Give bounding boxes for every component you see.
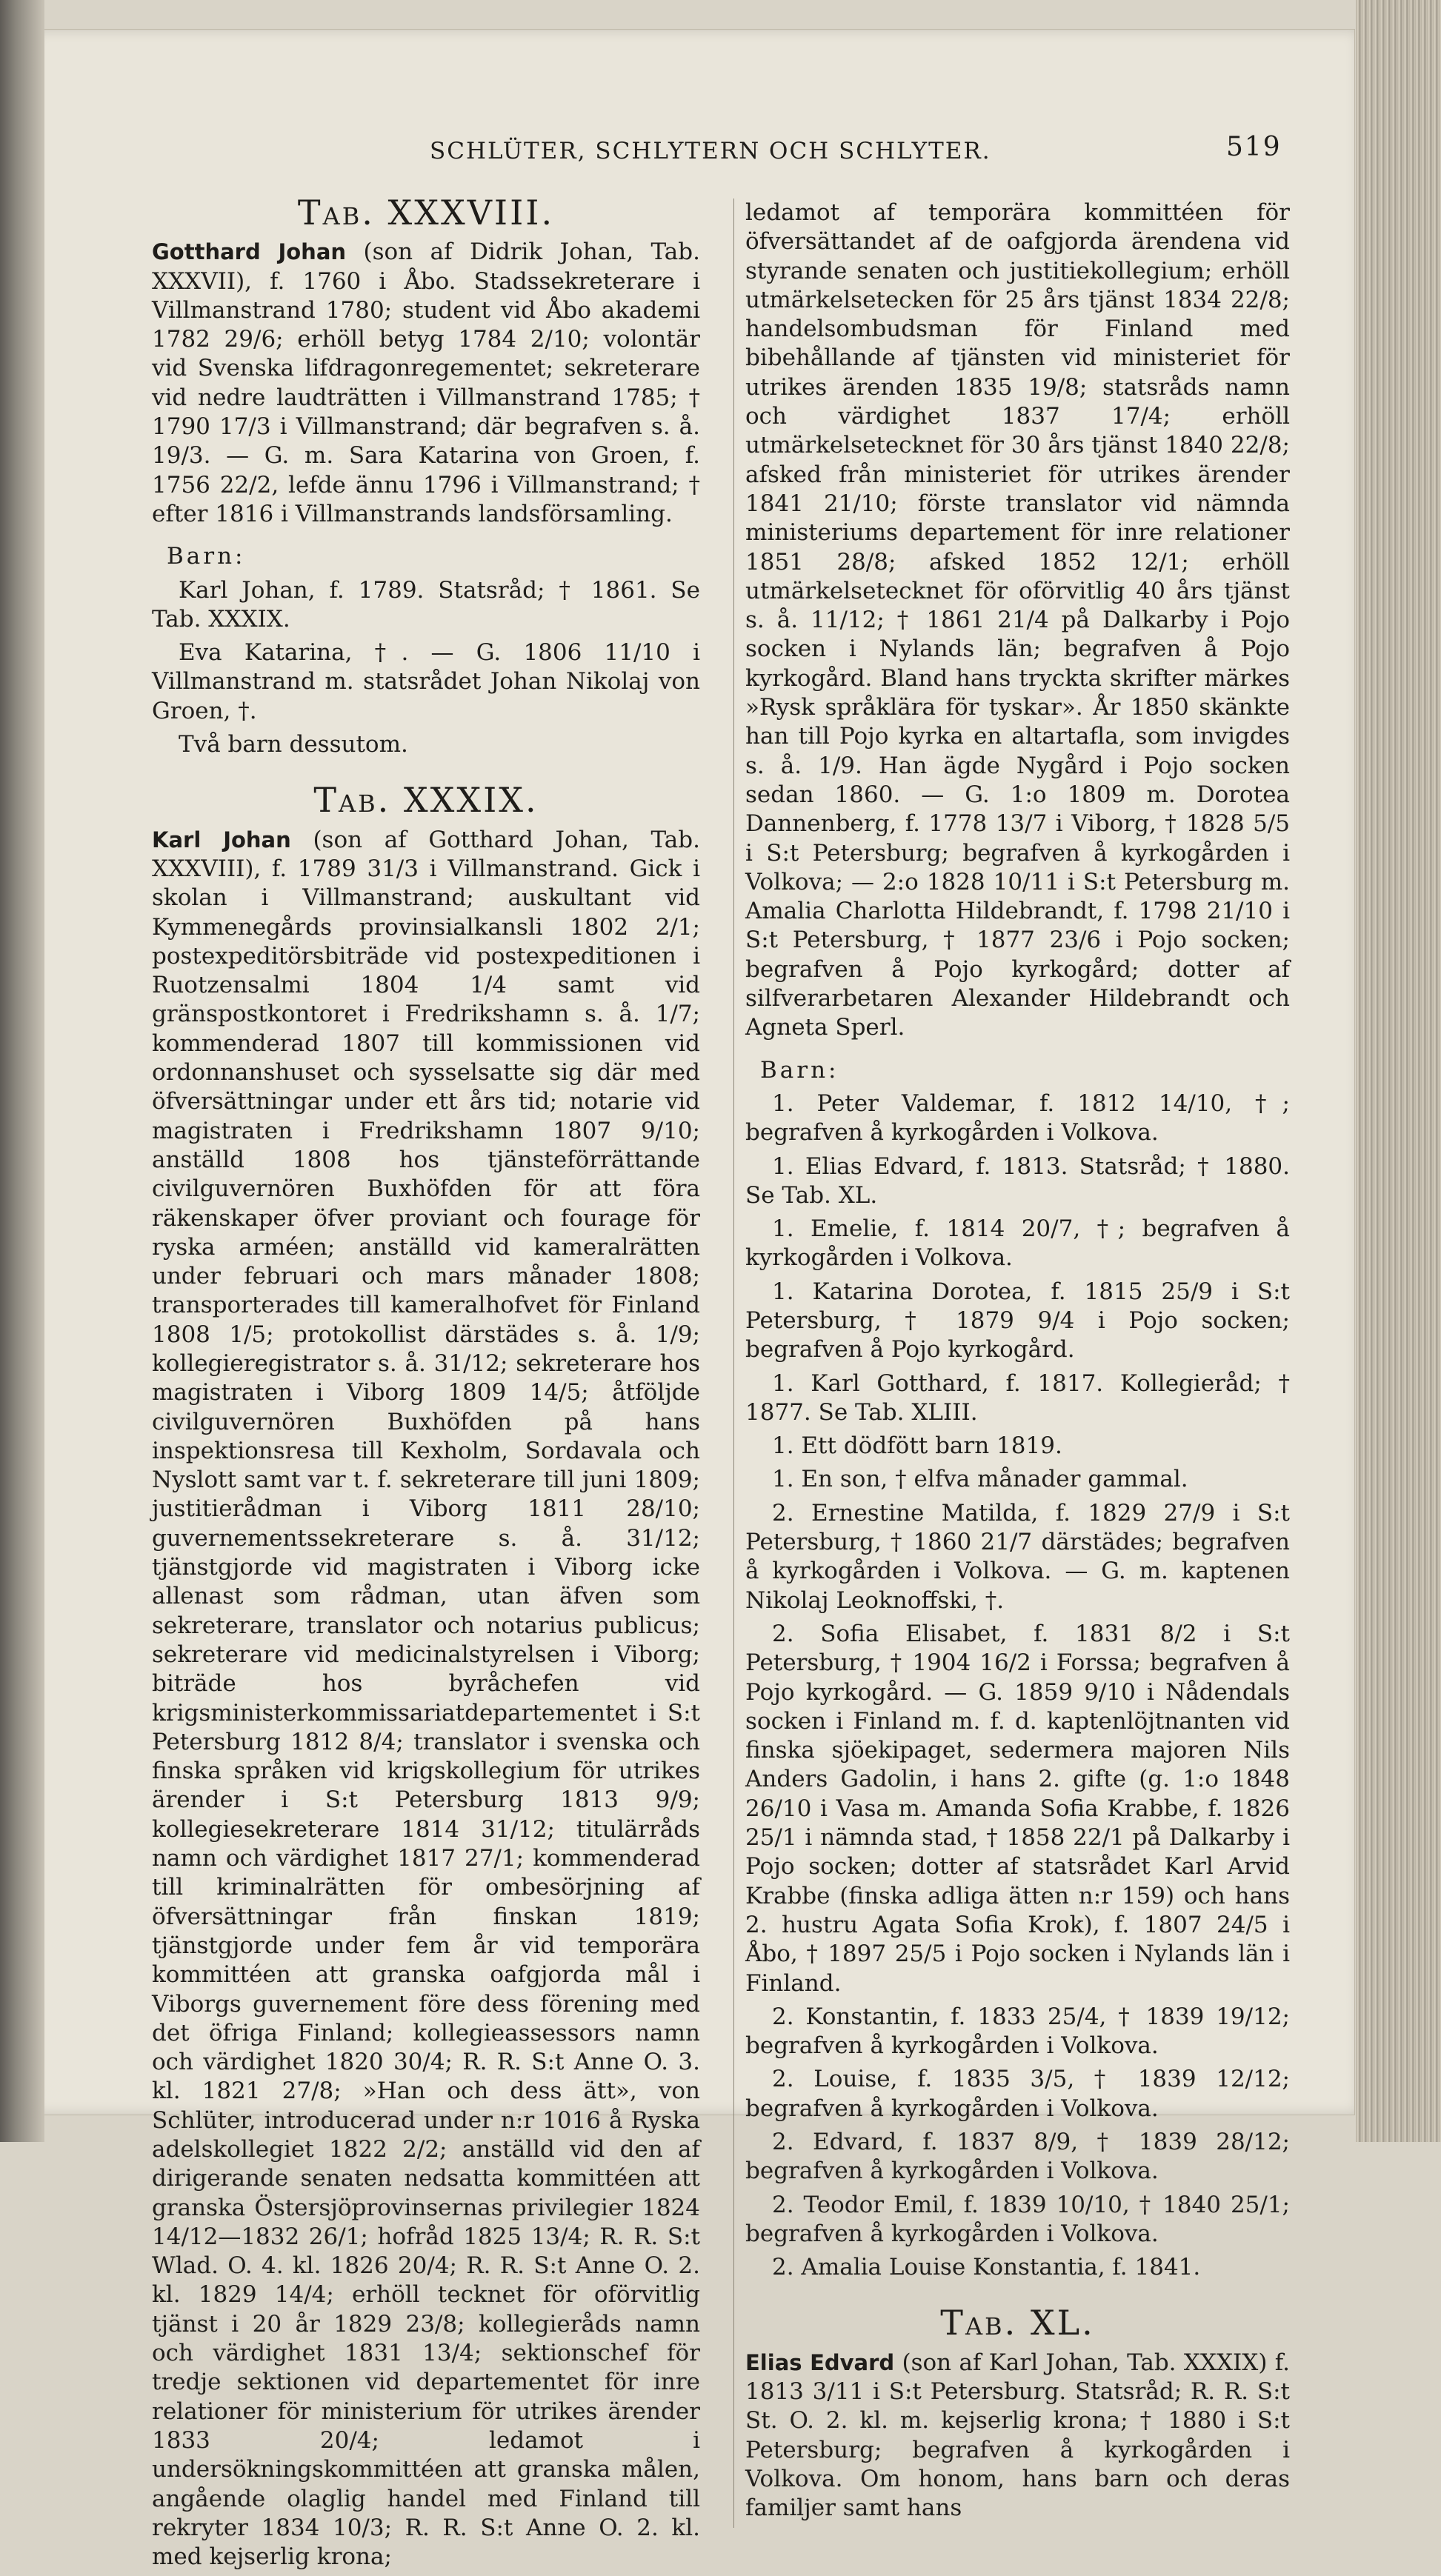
child-entry: Två barn dessutom. — [179, 731, 408, 758]
child-entry: 1. Elias Edvard, f. 1813. Statsråd; † 1880. Se Tab. XL. — [745, 1152, 1290, 1209]
left-column — [152, 193, 700, 2576]
entry-text: (son af Gotthard Johan, Tab. XXXVIII), f. 1789 31/3 i Villmanstrand. Gick i skolan i Villmanstrand; auskultant vid Kymmenegårds provinsialkansli 1802 2/1; postexpeditörsbiträde vid postexpeditionen i Ruotzensalmi 1804 1/4 samt vid gränspostkontoret i Fredrikshamn s. å. 1/7; kommenderad 1807 till kommissionen vid ordonnanshuset och sysselsatte sig där med öfversättningar under ett års tid; notarie vid magistraten i Fredrikshamn 1807 9/10; anställd 1808 hos tjänsteförrättande civilguvernören Buxhöfden för att föra räkenskaper öfver proviant och fourage för ryska arméen; anställd vid kameralrätten under februari och mars månader 1808; transporterades till kameralhofvet för Finland 1808 1/5; protokollist därstädes s. å. 1/9; kollegieregistrator s. å. 31/12; sekreterare hos magistraten i Viborg 1809 14/5; åtföljde civilguvernören Buxhöfden på hans inspektionsresa till Kexholm, Sordavala och Nyslott samt var t. f. sekreterare till juni 1809; justitierådman i Viborg 1811 28/10; guvernementssekreterare s. å. 31/12; tjänstgjorde vid magistraten i Viborg icke allenast som rådman, utan äfven som sekreterare, translator och notarius publicus; sekreterare vid medicinalstyrelsen i Viborg; biträde hos byråchefen vid krigsministerkommissariatdepartementet i S:t Petersburg 1812 8/4; translator i svenska och finska språken vid krigskollegium för utrikes ärender i S:t Petersburg 1813 9/9; kollegiesekreterare 1814 31/12; titulärråds namn och värdighet 1817 27/1; kommenderad till kriminalrätten för ombesörjning af öfversättningar från finskan 1819; tjänstgjorde under fem år vid temporära kommittéen att granska oafgjorda mål i Viborgs guvernement före dess förening med det öfriga Finland; kollegieassessors namn och värdighet 1820 30/4; R. R. S:t Anne O. 3. kl. 1821 27/8; »Han och dess ätt», von Schlüter, introducerad under n:r 1016 å Ryska adelskollegiet 1822 2/2; anställd vid den af dirigerande senaten nedsatta kommittéen att granska Östersjöprovinsernas privilegier 1824 14/12—1832 26/1; hofråd 1825 13/4; R. R. S:t Wlad. O. 4. kl. 1826 20/4; R. R. S:t Anne O. 2. kl. 1829 14/4; erhöll tecknet för oförvitlig tjänst i 20 år 1829 23/8; kollegieråds namn och värdighet 1831 13/4; sektionschef för tredje sektionen vid departementet för inre relationer för ministerium för utrikes ärender 1833 20/4; ledamot i undersökningskommittéen att granska målen, angående olaglig handel med Finland till rekryter 1834 10/3; R. R. S:t Anne O. 2. kl. med kejserlig krona; — [152, 826, 700, 2571]
child-entry: 2. Edvard, f. 1837 8/9, † 1839 28/12; begrafven å kyrkogården i Volkova. — [745, 2129, 1290, 2185]
entry-text: (son af Karl Johan, Tab. XXXIX) f. 1813 3/11 i S:t Petersburg. Statsråd; R. R. S:t St. O. 2. kl. m. kejserlig krona; † 1880 i S:t Petersburg; begrafven å kyrkogården i Volkova. Om honom, hans barn och deras familjer samt hans — [745, 2349, 1291, 2522]
child-entry: 2. Sofia Elisabet, f. 1831 8/2 i S:t Petersburg, † 1904 16/2 i Forssa; begrafven å Pojo kyrkogård. — G. 1859 9/10 i Nådendals socken i Finland m. f. d. kaptenlöjtnanten vid finska sjöekipaget, sedermera majoren Nils Anders Gadolin, i hans 2. gifte (g. 1:o 1848 26/10 i Vasa m. Amanda Sofia Krabbe, f. 1826 25/1 i nämnda stad, † 1858 22/1 på Dalkarby i Pojo socken; dotter af statsrådet Karl Arvid Krabbe (finska adliga ätten n:r 159) och hans 2. hustru Agata Sofia Krok), f. 1807 24/5 i Åbo, † 1897 25/5 i Pojo socken i Nylands län i Finland. — [745, 1620, 1290, 1997]
child-entry: 1. Katarina Dorotea, f. 1815 25/9 i S:t Petersburg, † 1879 9/4 i Pojo socken; begrafven å Pojo kyrkogård. — [745, 1278, 1290, 1364]
running-head: SCHLÜTER, SCHLYTERN OCH SCHLYTER. — [430, 138, 991, 164]
child-entry: 2. Louise, f. 1835 3/5, † 1839 12/12; begrafven å kyrkogården i Volkova. — [745, 2066, 1290, 2122]
tab-heading-xl: Tab. XL. — [940, 2303, 1095, 2343]
tab-heading-xxxix: Tab. XXXIX. — [313, 780, 539, 821]
page-number: 519 — [1226, 132, 1282, 162]
child-entry: 2. Konstantin, f. 1833 25/4, † 1839 19/12; begrafven å kyrkogården i Volkova. — [745, 2003, 1290, 2060]
entry-karl-johan — [152, 826, 700, 2572]
child-entry: 1. En son, † elfva månader gammal. — [772, 1466, 1188, 1493]
child-entry: 2. Teodor Emil, f. 1839 10/10, † 1840 25/1; begrafven å kyrkogården i Volkova. — [745, 2191, 1290, 2247]
entry-gotthard-johan — [152, 238, 700, 529]
child-entry: 1. Karl Gotthard, f. 1817. Kollegieråd; † 1877. Se Tab. XLIII. — [745, 1369, 1290, 1426]
child-entry: 1. Ett dödfött barn 1819. — [772, 1432, 1062, 1460]
child-entry: 2. Amalia Louise Konstantia, f. 1841. — [772, 2254, 1201, 2281]
child-entry: 1. Emelie, f. 1814 20/7, †; begrafven å kyrkogården i Volkova. — [745, 1215, 1290, 1272]
page-header — [0, 132, 1441, 167]
entry-elias-edvard — [745, 2349, 1290, 2523]
children-label: Barn: — [167, 543, 246, 570]
child-entry: Eva Katarina, †. — G. 1806 11/10 i Villmanstrand m. statsrådet Johan Nikolaj von Groen, †. — [152, 639, 700, 724]
right-column — [733, 198, 1290, 2528]
child-entry: Karl Johan, f. 1789. Statsråd; † 1861. Se Tab. XXXIX. — [152, 576, 700, 633]
child-entry: 2. Ernestine Matilda, f. 1829 27/9 i S:t Petersburg, † 1860 21/7 därstädes; begrafven å kyrkogården i Volkova. — G. m. kaptenen Nikolaj Leoknoffski, †. — [745, 1499, 1290, 1614]
book-binding — [0, 0, 44, 2142]
page-edges — [1356, 0, 1441, 2142]
person-name: Gotthard Johan — [152, 239, 347, 265]
entry-karl-johan-continued: ledamot af temporära kommittéen för öfversättandet af de oafgjorda ärendena vid styrande senaten och justitiekollegium; erhöll utmärkelsetecken för 25 års tjänst 1834 22/8; handelsombudsman för Finland med bibehållande af tjänsten vid ministeriet för utrikes ärenden 1835 19/8; statsråds namn och värdighet 1837 17/4; erhöll utmärkelsetecknet för 30 års tjänst 1840 22/8; afsked från ministeriet för utrikes ärender 1841 21/10; förste translator vid nämnda ministeriums departement för inre relationer 1851 28/8; afsked 1852 12/1; erhöll utmärkelsetecknet för oförvitlig 40 års tjänst s. å. 11/12; † 1861 21/4 på Dalkarby i Pojo socken i Nylands län; begrafven å Pojo kyrkogård. Bland hans tryckta skrifter märkes »Rysk språklära för tyskar». År 1850 skänkte han till Pojo kyrka en altartafla, som invigdes s. å. 1/9. Han ägde Nygård i Pojo socken sedan 1860. — G. 1:o 1809 m. Dorotea Dannenberg, f. 1778 13/7 i Viborg, † 1828 5/5 i S:t Petersburg; begrafven å kyrkogården i Volkova; — 2:o 1828 10/11 i S:t Petersburg m. Amalia Charlotta Hildebrandt, f. 1798 21/10 i S:t Petersburg, † 1877 23/6 i Pojo socken; begrafven å Pojo kyrkogård; dotter af silfverarbetaren Alexander Hildebrandt och Agneta Sperl. — [745, 199, 1290, 1041]
entry-text: (son af Didrik Johan, Tab. XXXVII), f. 1760 i Åbo. Stadssekreterare i Villmanstrand 1780; student vid Åbo akademi 1782 29/6; erhöll betyg 1784 2/10; volontär vid Svenska lifdragonregementet; sekreterare vid nedre laudträtten i Villmanstrand 1785; † 1790 17/3 i Villmanstrand; där begrafven s. å. 19/3. — G. m. Sara Katarina von Groen, f. 1756 22/2, lefde ännu 1796 i Villmanstrand; † efter 1816 i Villmanstrands landsförsamling. — [152, 238, 700, 527]
children-label: Barn: — [760, 1056, 839, 1084]
person-name: Karl Johan — [152, 827, 291, 852]
person-name: Elias Edvard — [745, 2349, 895, 2375]
tab-heading-xxxviii: Tab. XXXVIII. — [297, 193, 555, 233]
child-entry: 1. Peter Valdemar, f. 1812 14/10, †; begrafven å kyrkogården i Volkova. — [745, 1090, 1290, 1147]
